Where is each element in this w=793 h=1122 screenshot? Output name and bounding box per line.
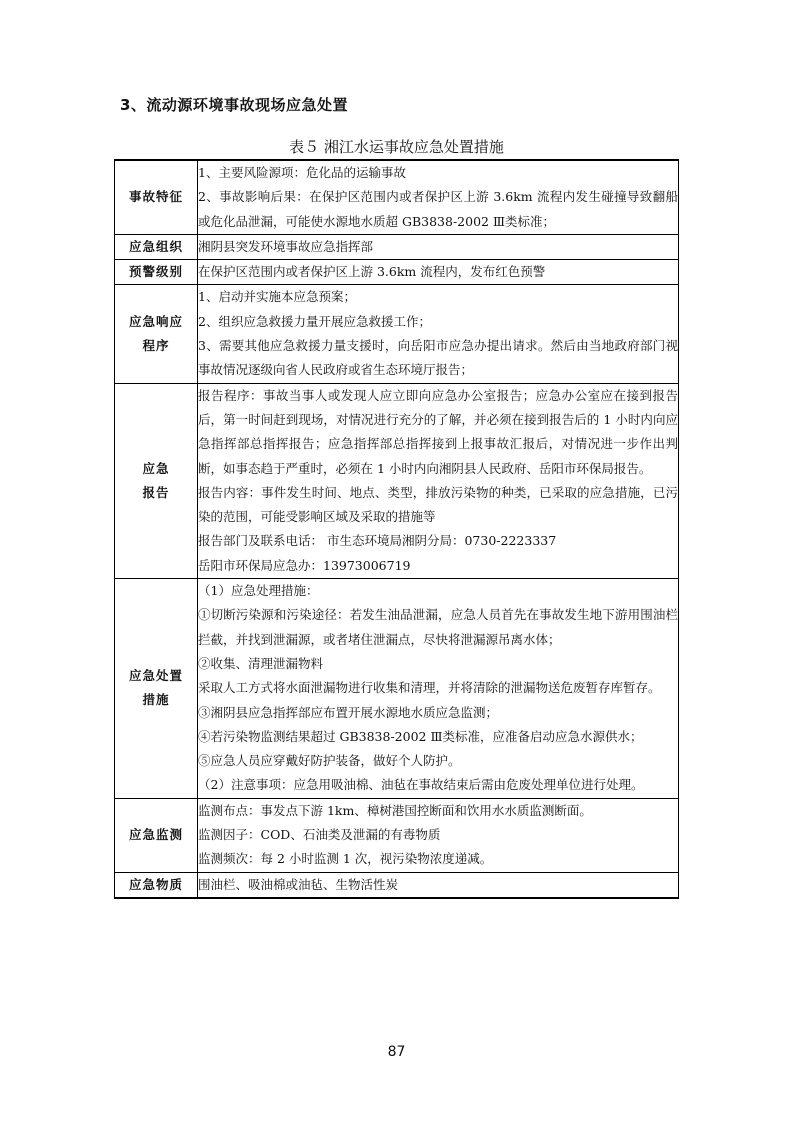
- row-label-line: 应急处置: [128, 668, 183, 684]
- row-label: 事故特征: [115, 160, 198, 234]
- content-line: 3、需要其他应急救援力量支援时，向岳阳市应急办提出请求。然后由当地政府部门视事故情况逐级向省人民政府或省生态环境厅报告；: [198, 338, 678, 378]
- row-content: [198, 160, 679, 234]
- table-row: [115, 872, 679, 898]
- row-content: [198, 872, 679, 898]
- row-label: 应急组织: [115, 234, 198, 259]
- table-caption: 表５ 湘江水运事故应急处置措施: [289, 138, 504, 156]
- row-label: 预警级别: [115, 260, 198, 285]
- content-line: 围油栏、吸油棉或油毡、生物活性炭: [198, 876, 399, 892]
- row-label-line: 措施: [142, 692, 170, 708]
- row-label-line: 应急响应: [128, 314, 183, 330]
- table-row: [115, 579, 679, 799]
- content-line: ④若污染物监测结果超过 GB3838-2002 Ⅲ类标准，应准备启动应急水源供水；: [198, 728, 643, 744]
- row-content: [198, 260, 679, 285]
- content-line: 湘阴县突发环境事故应急指挥部: [198, 238, 374, 254]
- row-label-line: 报告: [142, 484, 170, 500]
- emergency-measures-table: [114, 159, 679, 899]
- content-line: （2）注意事项：应急用吸油棉、油毡在事故结束后需由危废处理单位进行处理。: [198, 777, 644, 793]
- table-row: [115, 383, 679, 578]
- row-label: [115, 383, 198, 578]
- table-row: [115, 160, 679, 234]
- table-row: [115, 260, 679, 285]
- content-line: 2、组织应急救援力量开展应急救援工作；: [198, 313, 431, 329]
- content-line: 2、事故影响后果：在保护区范围内或者保护区上游 3.6km 流程内发生碰撞导致翻船或危化品泄漏，可能使水源地水质超 GB3838-2002 Ⅲ类标准；: [198, 189, 678, 229]
- row-content: [198, 383, 679, 578]
- row-content: [198, 798, 679, 872]
- content-line: 报告内容：事件发生时间、地点、类型，排放污染物的种类，已采取的应急措施，已污染的范围，可能受影响区域及采取的措施等: [198, 484, 678, 525]
- content-line: 1、启动并实施本应急预案；: [198, 289, 356, 305]
- content-line: 报告程序：事故当事人或发现人应立即向应急办公室报告；应急办公室应在接到报告后，第一时间赶到现场，对情况进行充分的了解，并必须在接到报告后的 1 小时内向应急指挥部总指挥报告；应急指挥部总指挥接到上报事故汇报后，对情况进一步作出判断，如事态趋于严重时，必须在 1 小时内向湘阴县人民政府、岳阳市环保局报告。: [198, 387, 678, 476]
- section-heading: 3、流动源环境事故现场应急处置: [120, 96, 348, 114]
- row-label: 应急监测: [115, 798, 198, 872]
- content-line: 采取人工方式将水面泄漏物进行收集和清理，并将清除的泄漏物送危废暂存库暂存。: [198, 680, 661, 696]
- row-label: [115, 285, 198, 383]
- row-label-line: 程序: [142, 338, 170, 354]
- table-row: [115, 798, 679, 872]
- page-number: 87: [387, 1044, 406, 1060]
- content-line: 岳阳市环保局应急办：13973006719: [198, 557, 411, 573]
- content-line: 1、主要风险源项：危化品的运输事故: [198, 165, 406, 180]
- row-label: 应急物质: [115, 872, 198, 898]
- content-line: 报告部门及联系电话： 市生态环境局湘阴分局：0730-2223337: [198, 533, 557, 549]
- content-line: 监测布点：事发点下游 1km、樟树港国控断面和饮用水水质监测断面。: [198, 802, 592, 818]
- content-line: ③湘阴县应急指挥部应布置开展水源地水质应急监测；: [198, 704, 499, 720]
- content-line: 在保护区范围内或者保护区上游 3.6km 流程内，发布红色预警: [198, 264, 546, 280]
- table-row: [115, 234, 679, 259]
- row-label-line: 应急: [142, 460, 170, 476]
- content-line: 监测因子：COD、石油类及泄漏的有毒物质: [198, 827, 441, 843]
- row-content: [198, 234, 679, 259]
- content-line: ⑤应急人员应穿戴好防护装备，做好个人防护。: [198, 753, 461, 769]
- content-line: 监测频次：每 2 小时监测 1 次，视污染物浓度递减。: [198, 851, 493, 867]
- content-line: （1）应急处理措施：: [198, 583, 319, 599]
- row-content: [198, 285, 679, 383]
- content-line: ①切断污染源和污染途径：若发生油品泄漏，应急人员首先在事故发生地下游用围油栏拦截，并找到泄漏源，或者堵住泄漏点，尽快将泄漏源吊离水体；: [198, 607, 678, 647]
- content-line: ②收集、清理泄漏物料: [198, 655, 324, 671]
- table-row: [115, 285, 679, 383]
- row-content: [198, 579, 679, 799]
- row-label: [115, 579, 198, 799]
